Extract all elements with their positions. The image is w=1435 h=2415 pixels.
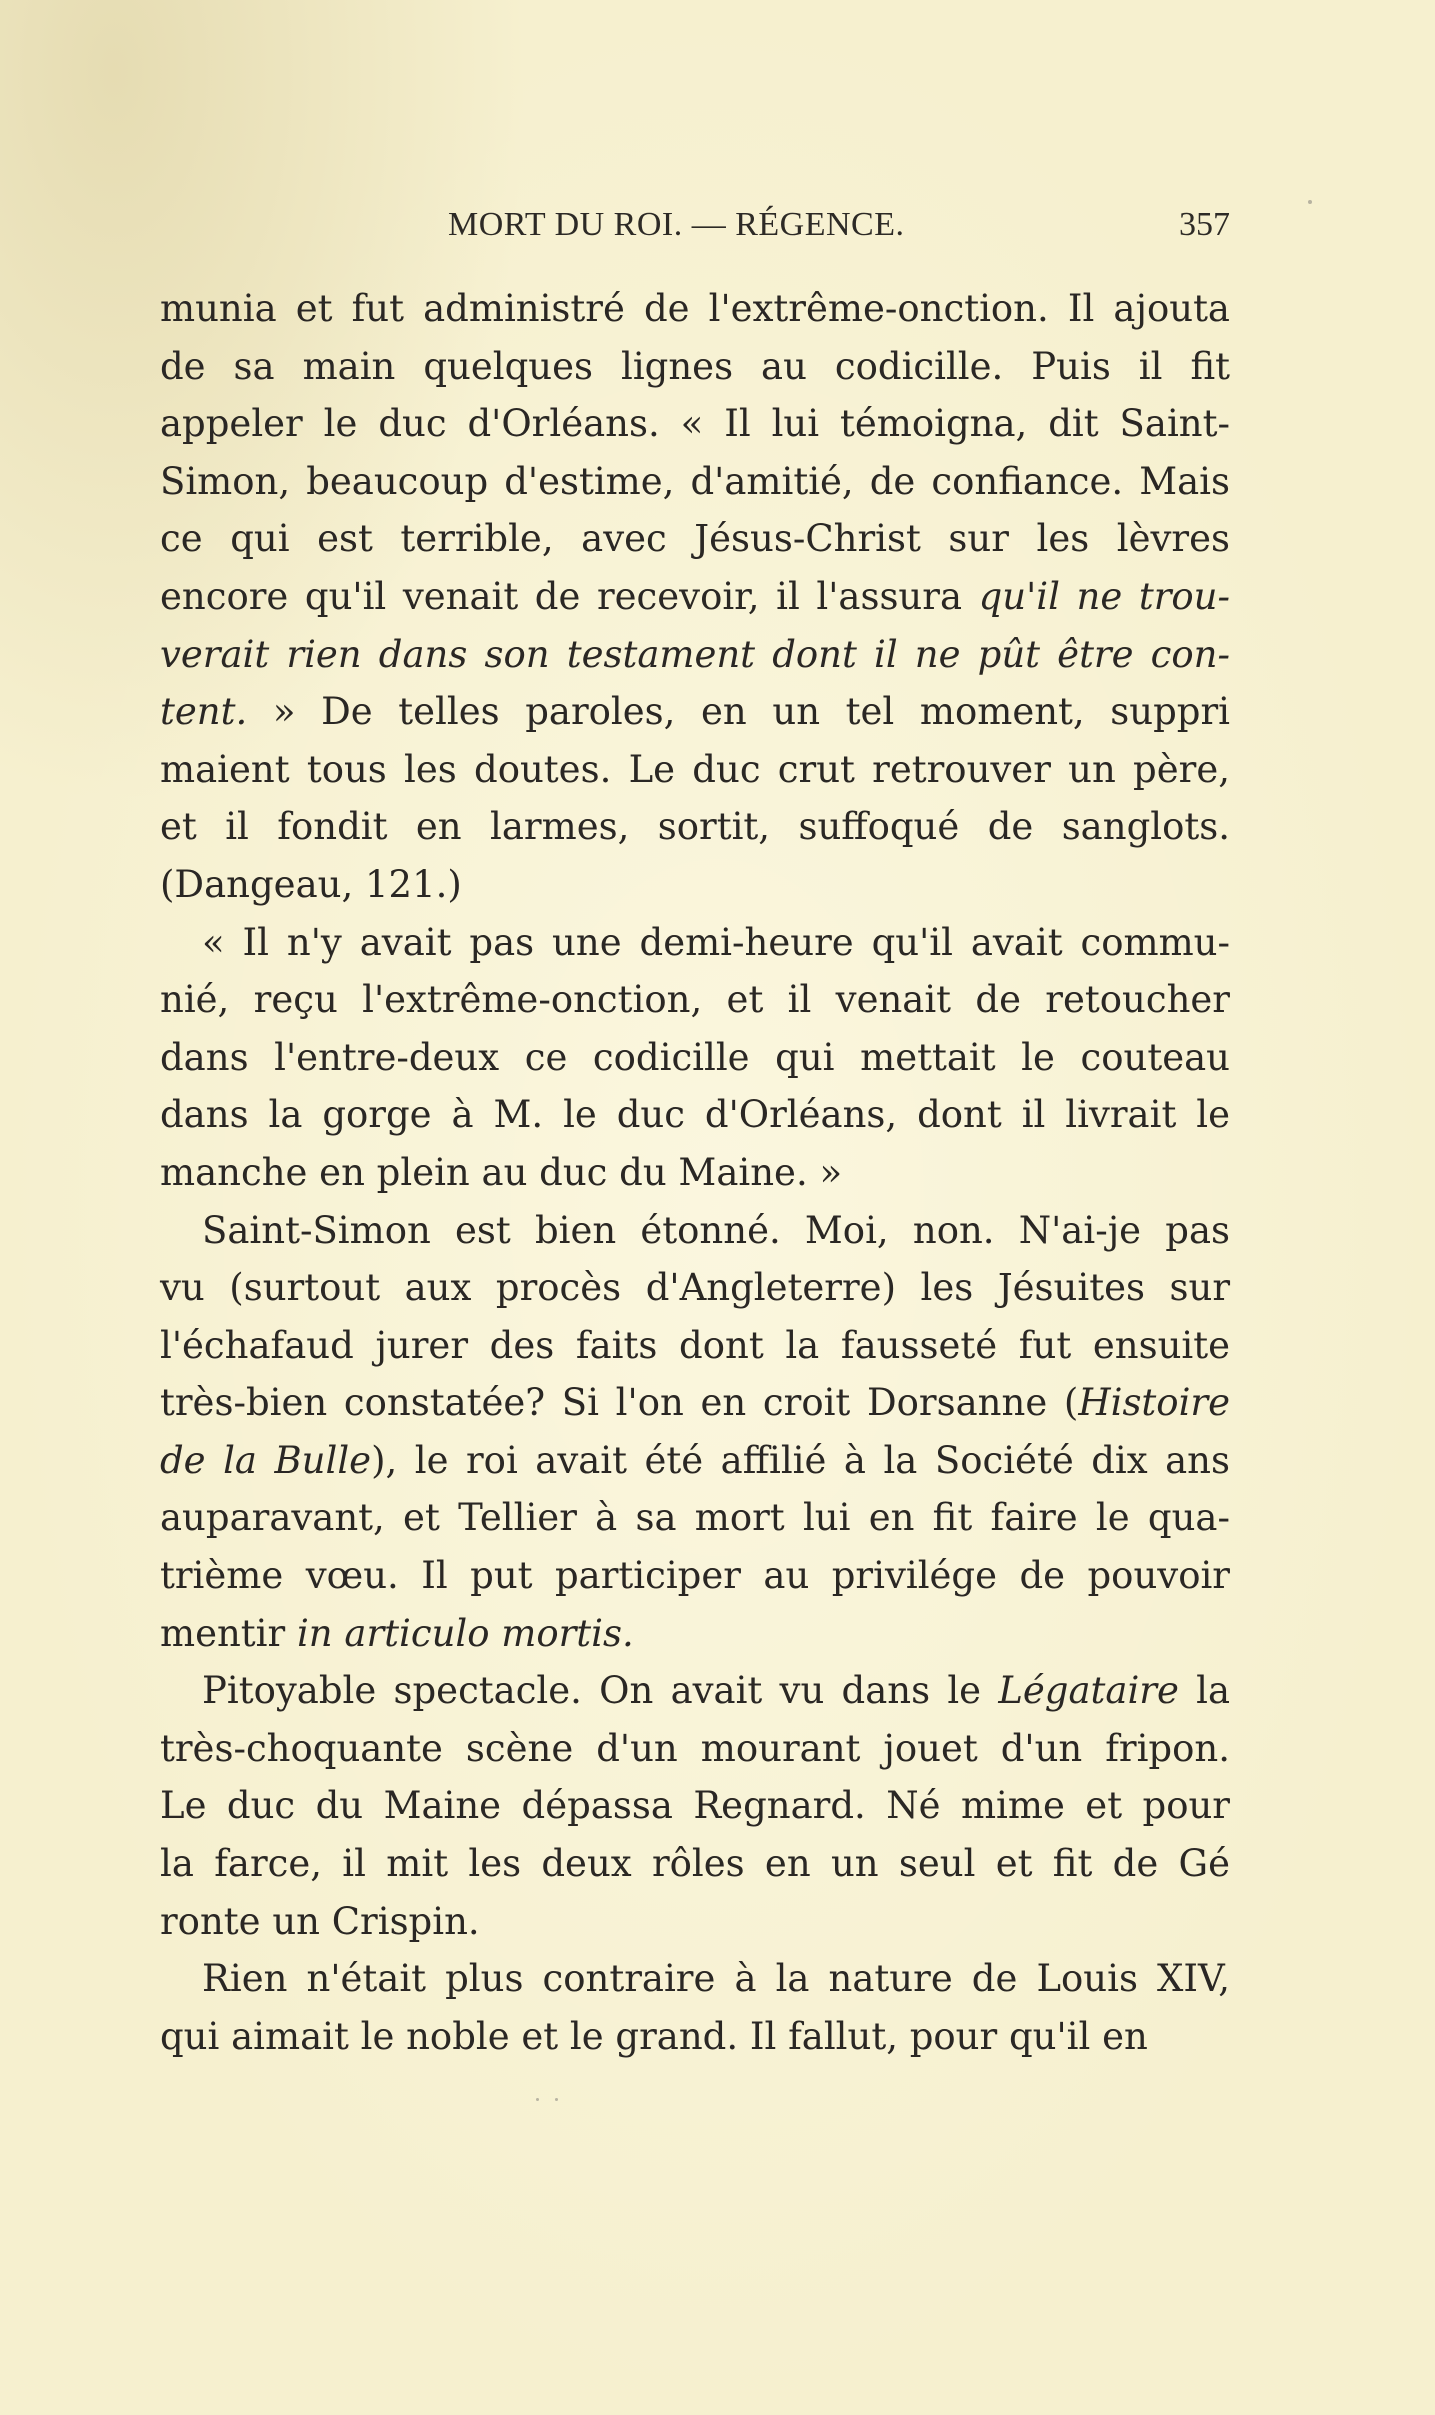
text-segment: manche en plein au duc du Maine. » bbox=[160, 1150, 843, 1194]
text-segment: auparavant, et Tellier à sa mort lui en fit faire le qua- bbox=[160, 1496, 1230, 1540]
text-line bbox=[160, 1432, 1230, 1490]
text-line bbox=[160, 453, 1230, 511]
text-line bbox=[160, 683, 1230, 741]
text-segment: Le duc du Maine dépassa Regnard. Né mime et pour bbox=[160, 1784, 1230, 1828]
text-line bbox=[160, 1086, 1230, 1144]
text-line bbox=[160, 626, 1230, 684]
text-line bbox=[160, 1835, 1230, 1893]
italic-text: qu'il ne trou- bbox=[978, 574, 1231, 618]
text-line bbox=[160, 1547, 1230, 1605]
text-segment: (Dangeau, 121.) bbox=[160, 862, 462, 906]
text-segment: munia et fut administré de l'extrême-onction. Il ajouta bbox=[160, 287, 1230, 330]
text-segment: la farce, il mit les deux rôles en un seul et fit de Gé bbox=[160, 1842, 1230, 1886]
text-line bbox=[160, 1489, 1230, 1547]
text-line bbox=[160, 971, 1230, 1029]
page-number: 357 bbox=[1179, 206, 1230, 243]
text-segment: Rien n'était plus contraire à la nature de Louis XIV, bbox=[202, 1957, 1230, 2001]
text-line bbox=[160, 510, 1230, 568]
text-line bbox=[160, 338, 1230, 396]
text-line bbox=[160, 1029, 1230, 1087]
text-segment: » De telles paroles, en un tel moment, suppri bbox=[247, 690, 1230, 734]
text-body bbox=[160, 280, 1230, 2065]
italic-text: Légataire bbox=[998, 1669, 1179, 1713]
paper-speck bbox=[536, 2098, 539, 2101]
text-segment: très-bien constatée? Si l'on en croit Dorsanne ( bbox=[160, 1381, 1079, 1425]
text-line bbox=[160, 395, 1230, 453]
text-segment: mentir bbox=[160, 1611, 297, 1655]
text-segment: encore qu'il venait de recevoir, il l'assura bbox=[160, 574, 979, 618]
paragraph bbox=[160, 280, 1230, 914]
italic-text: de la Bulle bbox=[160, 1438, 372, 1482]
text-segment: la bbox=[1178, 1669, 1231, 1713]
text-line bbox=[160, 2008, 1230, 2066]
text-line bbox=[160, 1605, 1230, 1663]
text-line bbox=[160, 856, 1230, 914]
text-segment: trième vœu. Il put participer au privilége de pouvoir bbox=[160, 1554, 1230, 1598]
text-segment: dans l'entre-deux ce codicille qui mettait le couteau bbox=[160, 1035, 1230, 1079]
text-line bbox=[160, 914, 1230, 972]
text-segment: l'échafaud jurer des faits dont la fausseté fut ensuite bbox=[160, 1323, 1230, 1367]
text-line bbox=[160, 1144, 1230, 1202]
paragraph bbox=[160, 1662, 1230, 1950]
text-segment: vu (surtout aux procès d'Angleterre) les Jésuites sur bbox=[160, 1266, 1230, 1310]
text-segment: « Il n'y avait pas une demi-heure qu'il avait commu- bbox=[202, 920, 1230, 964]
text-line bbox=[160, 741, 1230, 799]
text-segment: dans la gorge à M. le duc d'Orléans, dont il livrait le bbox=[160, 1093, 1230, 1137]
text-line bbox=[160, 1374, 1230, 1432]
paragraph bbox=[160, 914, 1230, 1202]
text-segment: Saint-Simon est bien étonné. Moi, non. N'ai-je pas bbox=[202, 1208, 1230, 1252]
text-segment: appeler le duc d'Orléans. « Il lui témoigna, dit Saint- bbox=[160, 402, 1230, 446]
text-line bbox=[160, 1317, 1230, 1375]
text-line bbox=[160, 1777, 1230, 1835]
running-title: MORT DU ROI. — RÉGENCE. bbox=[448, 206, 905, 243]
text-line bbox=[160, 1950, 1230, 2008]
text-segment: ce qui est terrible, avec Jésus-Christ sur les lèvres bbox=[160, 517, 1230, 561]
paragraph bbox=[160, 1202, 1230, 1663]
running-head bbox=[160, 206, 1230, 256]
text-line bbox=[160, 1202, 1230, 1260]
text-segment: ), le roi avait été affilié à la Société dix ans bbox=[371, 1438, 1230, 1482]
text-line bbox=[160, 1259, 1230, 1317]
text-segment: nié, reçu l'extrême-onction, et il venait de retoucher bbox=[160, 978, 1230, 1022]
text-segment: Simon, beaucoup d'estime, d'amitié, de confiance. Mais bbox=[160, 459, 1230, 503]
text-segment: de sa main quelques lignes au codicille. Puis il fit bbox=[160, 344, 1230, 388]
italic-text: verait rien dans son testament dont il ne pût être con- bbox=[160, 632, 1230, 676]
text-line bbox=[160, 1720, 1230, 1778]
text-segment: ronte un Crispin. bbox=[160, 1899, 480, 1943]
text-segment: qui aimait le noble et le grand. Il fallut, pour qu'il en bbox=[160, 2014, 1148, 2058]
italic-text: Histoire bbox=[1078, 1381, 1230, 1425]
text-line bbox=[160, 1893, 1230, 1951]
text-segment: maient tous les doutes. Le duc crut retrouver un père, bbox=[160, 747, 1230, 791]
paragraph bbox=[160, 1950, 1230, 2065]
italic-text: tent. bbox=[160, 690, 248, 734]
text-line bbox=[160, 280, 1230, 338]
text-line bbox=[160, 1662, 1230, 1720]
text-line bbox=[160, 568, 1230, 626]
italic-text: in articulo mortis. bbox=[296, 1611, 634, 1655]
text-line bbox=[160, 798, 1230, 856]
text-segment: très-choquante scène d'un mourant jouet d'un fripon. bbox=[160, 1726, 1230, 1770]
paper-speck bbox=[555, 2098, 558, 2101]
text-segment: Pitoyable spectacle. On avait vu dans le bbox=[202, 1669, 999, 1713]
paper-speck bbox=[1308, 200, 1312, 204]
text-segment: et il fondit en larmes, sortit, suffoqué de sanglots. bbox=[160, 805, 1230, 849]
